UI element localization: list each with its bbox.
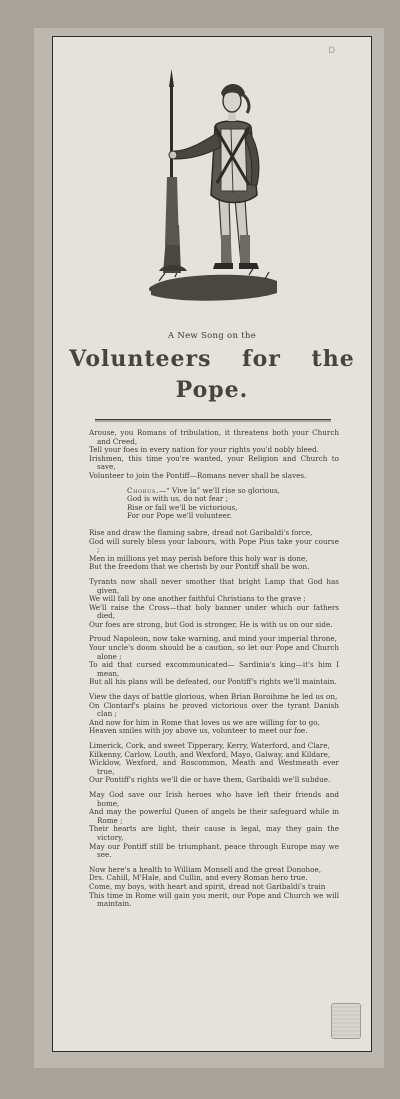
song-lyrics bbox=[89, 429, 339, 915]
lyric-text: We'll raise the Cross—that holy banner under which our fathers died, bbox=[89, 602, 339, 621]
lyric-line bbox=[89, 455, 339, 472]
stanza bbox=[89, 529, 339, 572]
lyric-text: —“ Vive la” we'll rise so glorious, bbox=[158, 485, 280, 495]
lyric-line bbox=[89, 472, 339, 481]
lyric-text: Wicklow, Wexford, and Roscommon, Meath and Westmeath ever true, bbox=[89, 758, 339, 776]
lyric-text: Limerick, Cork, and sweet Tipperary, Kerry, Waterford, and Clare, bbox=[89, 741, 330, 750]
broadside-sheet bbox=[52, 36, 372, 1052]
lyric-text: Rise and draw the flaming sabre, dread not Garibaldi's force, bbox=[89, 527, 313, 537]
lyric-text: Proud Napoleon, now take warning, and mind your imperial throne, bbox=[89, 634, 337, 644]
lyric-line bbox=[89, 892, 339, 909]
stanza bbox=[89, 866, 339, 909]
lyric-line bbox=[89, 563, 339, 572]
lyric-text: Our foes are strong, but God is stronger, He is with us on our side. bbox=[89, 619, 333, 629]
lyric-text: And may the powerful Queen of angels be their safeguard while in Rome ; bbox=[89, 807, 339, 825]
lyric-line bbox=[89, 678, 339, 687]
lyric-line bbox=[89, 578, 339, 595]
lyric-text: But the freedom that we cherish by our Pontiff shall be won. bbox=[89, 562, 310, 572]
lyric-text: God is with us, do not fear ; bbox=[127, 494, 229, 504]
chorus bbox=[127, 487, 339, 521]
lyric-text: To aid that cursed excommunicated— Sardinia's king—it's him I mean, bbox=[89, 660, 339, 678]
stanza bbox=[89, 578, 339, 630]
lyric-line bbox=[89, 791, 339, 808]
lyric-text: And now for him in Rome that loves us we are willing for to go, bbox=[89, 717, 320, 727]
lyric-text: On Clontarf's plains he proved victorious over the tyrant Danish clan ; bbox=[89, 700, 339, 719]
lyric-line bbox=[89, 759, 339, 776]
song-subtitle: A New Song on the bbox=[167, 331, 257, 341]
lyric-text: Rise or fall we'll be victorious, bbox=[127, 502, 238, 512]
lyric-line bbox=[89, 843, 339, 860]
lyric-line bbox=[89, 644, 339, 661]
lyric-text: Men in millions yet may perish before this holy war is done, bbox=[89, 553, 308, 563]
lyric-line bbox=[89, 538, 339, 555]
lyric-line bbox=[89, 808, 339, 825]
song-title-line-2: Pope. bbox=[175, 377, 249, 403]
lyric-text: Come, my boys, with heart and spirit, dread not Garibaldi's train bbox=[89, 881, 326, 891]
stanza bbox=[89, 635, 339, 687]
stanza bbox=[89, 429, 339, 481]
lyric-line bbox=[89, 727, 339, 736]
stanza bbox=[89, 742, 339, 785]
stanza bbox=[89, 791, 339, 860]
lyric-text: This time in Rome will gain you merit, our Pope and Church we will maintain. bbox=[89, 890, 339, 909]
lyric-line bbox=[89, 776, 339, 785]
lyric-text: Volunteer to join the Pontiff—Romans never shall be slaves. bbox=[89, 470, 307, 480]
lyric-line bbox=[127, 512, 339, 521]
lyric-line bbox=[89, 621, 339, 630]
lyric-line bbox=[89, 604, 339, 621]
lyric-text: Their hearts are light, their cause is legal, may they gain the victory, bbox=[89, 824, 339, 842]
lyric-text: Our Pontiff's rights we'll die or have them, Garibaldi we'll subdue. bbox=[89, 775, 331, 785]
lyric-line bbox=[89, 702, 339, 719]
song-title-line-1: Volunteers for the bbox=[69, 346, 355, 372]
lyric-text: Heaven smiles with joy above us, volunteer to meet our foe. bbox=[89, 726, 308, 736]
lyric-text: Now here's a health to William Monsell and the great Donohoe, bbox=[89, 864, 322, 874]
stanza bbox=[89, 693, 339, 736]
lyric-text: View the days of battle glorious, when Brian Boroihme he led us on, bbox=[89, 692, 338, 702]
soldier-woodcut-illustration bbox=[145, 67, 285, 303]
decorative-rule bbox=[95, 419, 331, 420]
lyric-text: May God save our Irish heroes who have left their friends and home, bbox=[89, 789, 339, 808]
library-stamp bbox=[331, 1003, 361, 1039]
lyric-text: Tell your foes in every nation for your rights you'd nobly bleed. bbox=[89, 445, 319, 455]
lyric-text: Your uncle's doom should be a caution, so let our Pope and Church alone ; bbox=[89, 643, 339, 661]
lyric-text: Arouse, you Romans of tribulation, it threatens both your Church and Creed, bbox=[89, 428, 339, 446]
lyric-text: May our Pontiff still be triumphant, peace through Europe may we see. bbox=[89, 841, 339, 860]
lyric-line bbox=[89, 661, 339, 678]
chorus-label: Chorus. bbox=[127, 485, 159, 495]
lyric-text: Tyrants now shall never smother that bright Lamp that God has given, bbox=[89, 576, 339, 595]
lyric-line bbox=[89, 429, 339, 446]
lyric-text: Irishmen, this time you're wanted, your Religion and Church to save, bbox=[89, 453, 339, 472]
lyric-text: Drs. Cahill, M'Hale, and Cullin, and every Roman hero true. bbox=[89, 873, 308, 883]
lyric-text: We will fall by one another faithful Christians to the grave ; bbox=[89, 594, 306, 604]
lyric-text: Kilkenny, Carlow, Louth, and Wexford, Mayo, Galway, and Kildare, bbox=[89, 749, 331, 759]
lyric-text: For our Pope we'll volunteer. bbox=[127, 511, 232, 521]
page-mark: D bbox=[328, 45, 335, 55]
lyric-text: But all his plans will be defeated, our Pontiff's rights we'll maintain. bbox=[89, 677, 337, 687]
lyric-text: God will surely bless your labours, with Pope Pius take your course ; bbox=[89, 536, 339, 555]
lyric-line bbox=[89, 825, 339, 842]
